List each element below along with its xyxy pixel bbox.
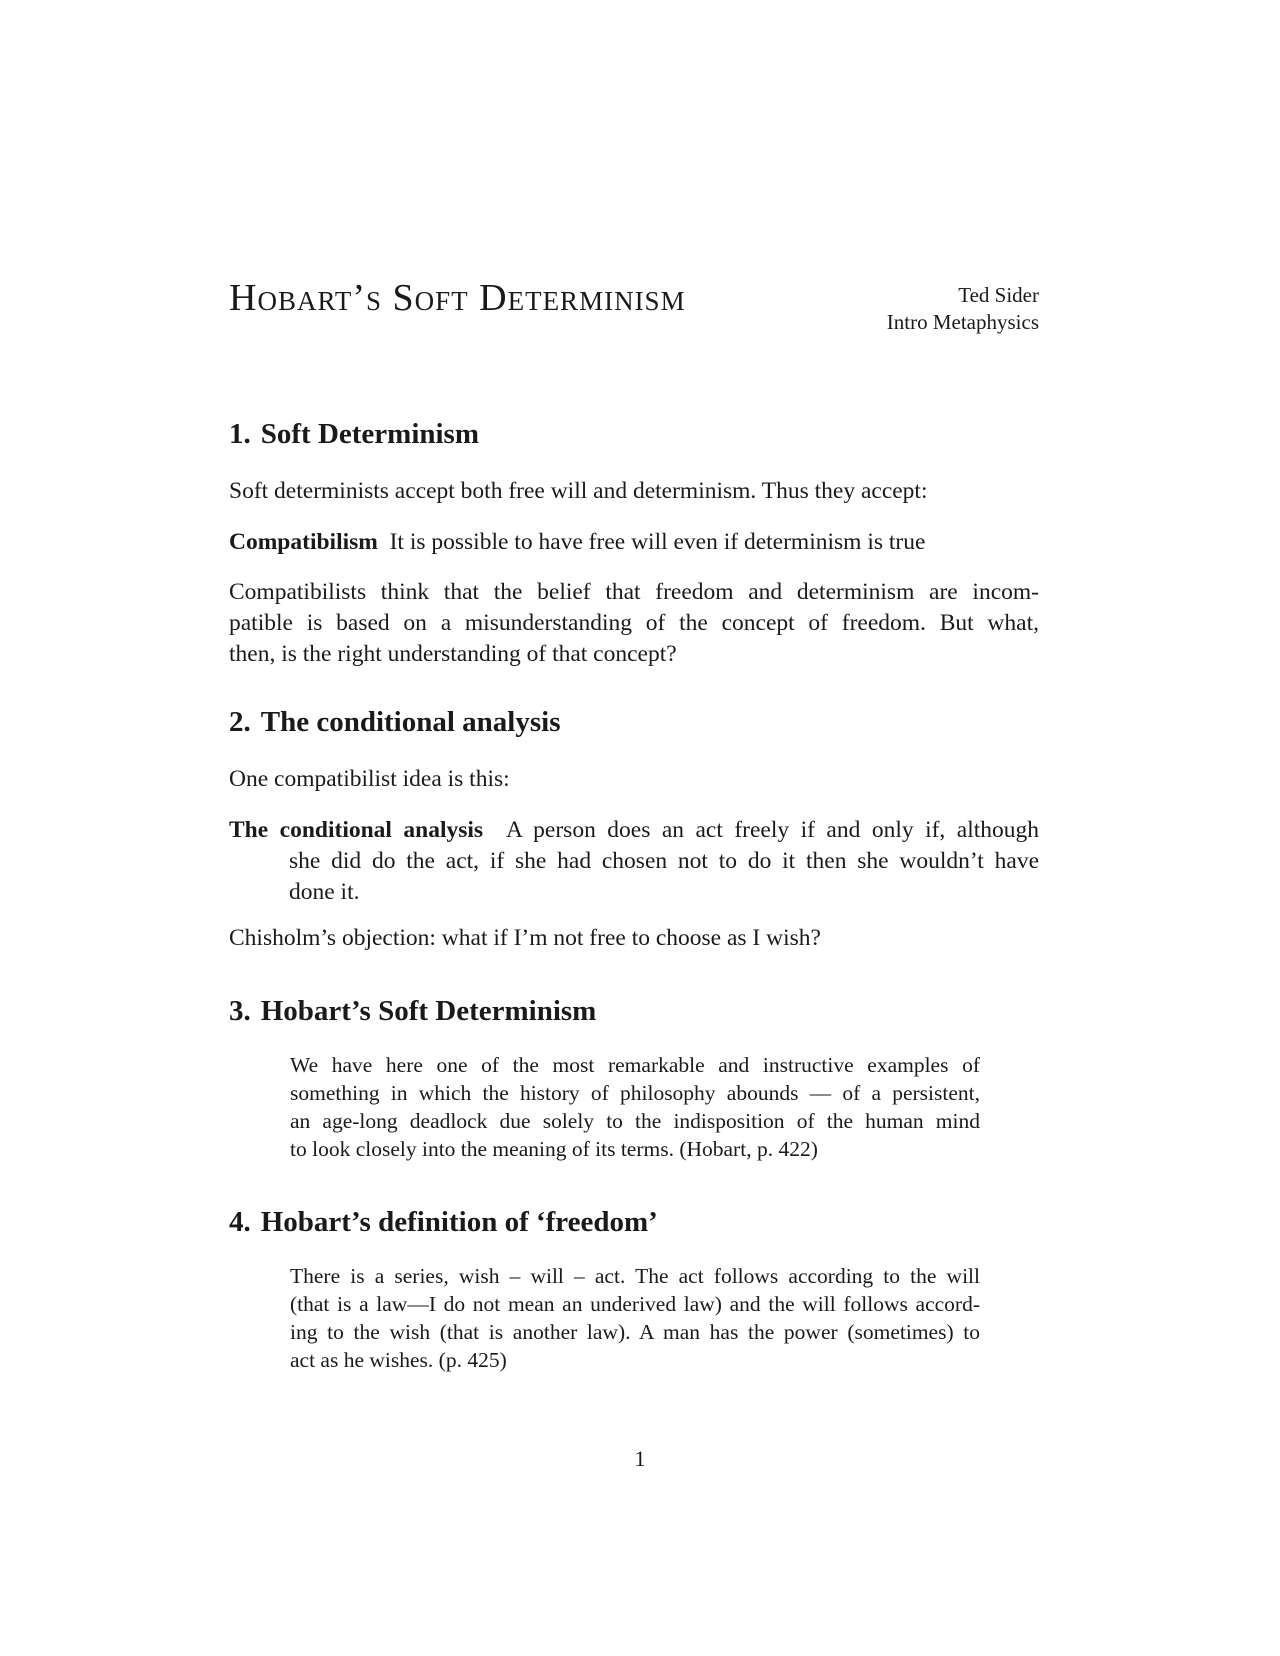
- section-1-intro: Soft determinists accept both free will and determinism. Thus they accept:: [229, 478, 928, 504]
- section-1-heading: [229, 417, 479, 451]
- author-name: Ted Sider: [958, 283, 1039, 307]
- definition-text: It is possible to have free will even if determinism is true: [389, 529, 926, 555]
- chisholm-objection: Chisholm’s objection: what if I’m not free to choose as I wish?: [229, 925, 821, 951]
- definition-term: The conditional analysis: [229, 817, 484, 843]
- section-title: The conditional analysis: [260, 706, 561, 738]
- conditional-analysis-definition: The conditional analysis A person does an act freely if and only if, although she did do the act, if she had chosen not to do it then she wouldn’t have done it.: [229, 817, 1040, 905]
- section-title: Hobart’s definition of ‘freedom’: [260, 1206, 658, 1238]
- hobart-quote-1: We have here one of the most remarkable and instructive examples of something in which the history of philosophy abounds — of a persistent, an age-long deadlock due solely to the indisposition of the human mind to look closely into the meaning of its terms. (Hobart, p. 422): [290, 1053, 980, 1161]
- document-header: [229, 276, 1039, 346]
- document-meta: [887, 282, 1039, 336]
- section-number: 1.: [229, 418, 251, 450]
- page-number: 1: [634, 1446, 646, 1471]
- section-4-heading: [229, 1205, 658, 1239]
- section-title: Hobart’s Soft Determinism: [260, 995, 597, 1027]
- hobart-quote-2: There is a series, wish – will – act. The act follows according to the will (that is a law—I do not mean an underived law) and the will follows accord- ing to the wish (that is another law). A man has the power (sometimes) to act as he wishes. (p. 425): [290, 1264, 980, 1372]
- compatibilism-definition: [229, 527, 1039, 558]
- section-number: 3.: [229, 995, 251, 1027]
- section-2-intro: One compatibilist idea is this:: [229, 766, 510, 792]
- document-title: Hobart’s Soft Determinism: [229, 277, 686, 319]
- section-title: Soft Determinism: [260, 418, 480, 450]
- definition-text: A person does an act freely if and only if, although: [506, 817, 1040, 843]
- course-name: Intro Metaphysics: [886, 310, 1039, 334]
- section-number: 2.: [229, 706, 251, 738]
- section-1-body: Compatibilists think that the belief that freedom and determinism are incom- patible is based on a misunderstanding of the concept of freedom. But what, then, is the right understanding of that concept?: [229, 579, 1039, 667]
- section-2-heading: [229, 705, 561, 739]
- section-number: 4.: [229, 1206, 251, 1238]
- definition-term: Compatibilism: [229, 529, 378, 555]
- section-3-heading: [229, 994, 596, 1028]
